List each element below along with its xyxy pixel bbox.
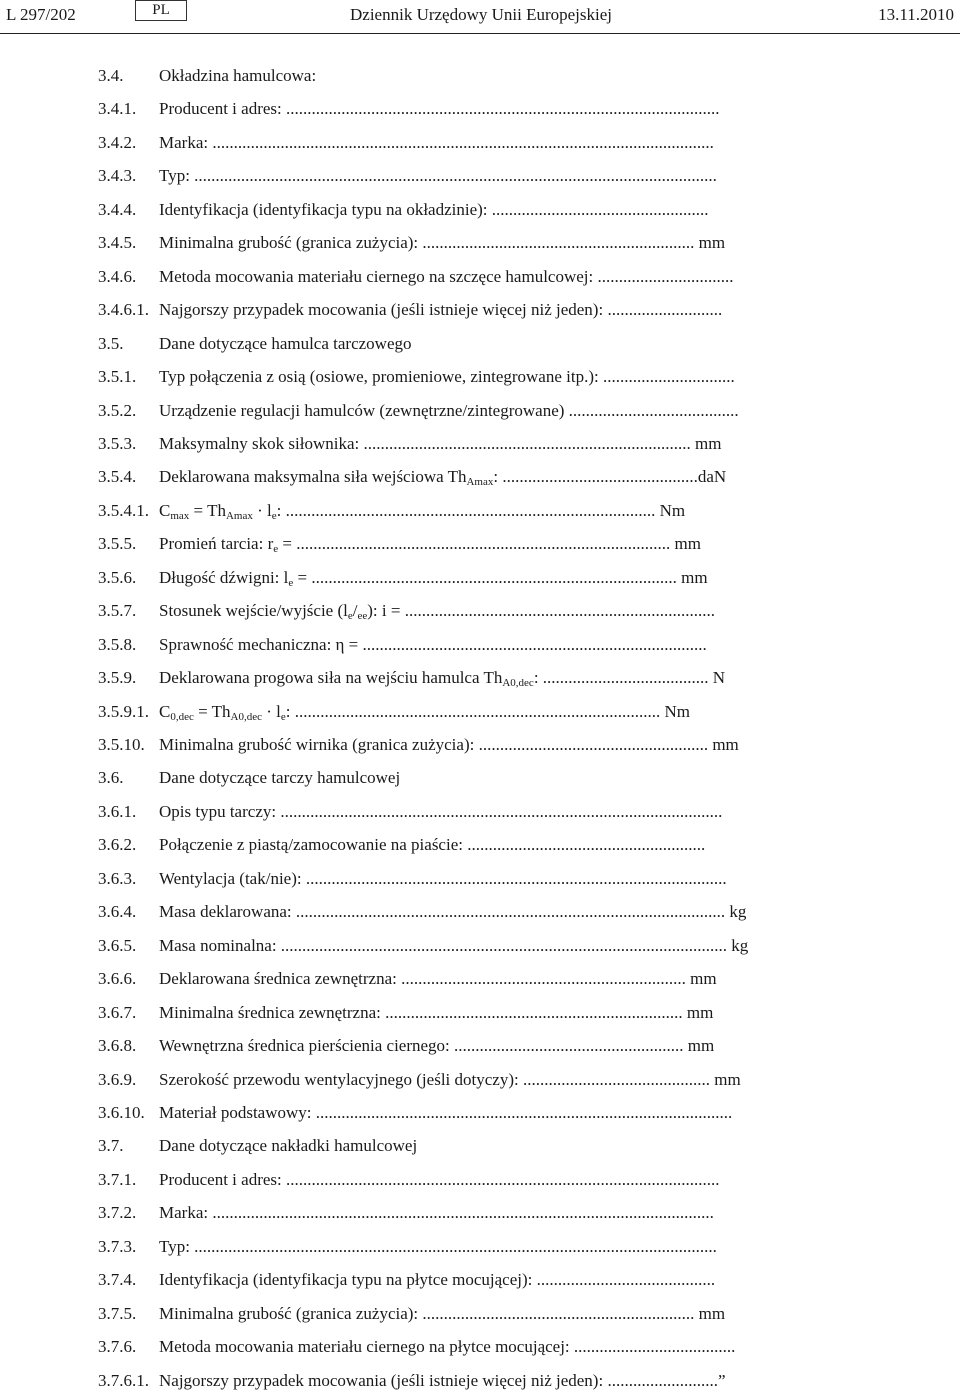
form-row: [0, 1201, 960, 1225]
item-text: [159, 64, 316, 88]
text-fragment: · l: [252, 500, 272, 520]
subscript: e: [280, 710, 286, 723]
form-row: [0, 198, 960, 222]
item-number: 3.5.9.1.: [98, 701, 149, 721]
item-number: 3.6.6.: [98, 969, 137, 989]
form-row: [0, 1335, 960, 1359]
language-badge: PL: [135, 0, 187, 21]
item-number: 3.6.3.: [98, 868, 137, 888]
item-number: 3.5.3.: [98, 433, 137, 453]
text-fragment: Sprawność mechaniczna: η = .................................................................................: [159, 634, 707, 654]
item-number: 3.7.6.1.: [98, 1370, 149, 1390]
page-reference: L 297/202: [6, 5, 76, 24]
text-fragment: Typ: ...........................................................................................................................: [159, 1236, 717, 1256]
text-fragment: Minimalna średnica zewnętrzna: ...................................................................... mm: [159, 1002, 714, 1022]
item-number: 3.5.: [98, 333, 124, 353]
item-text: [159, 566, 708, 590]
item-text: [159, 198, 709, 222]
header-rule: [0, 33, 960, 34]
item-text: [159, 1068, 741, 1092]
subscript: e: [271, 509, 277, 522]
item-text: [159, 265, 734, 289]
item-text: [159, 666, 725, 690]
item-number: 3.4.4.: [98, 199, 137, 219]
text-fragment: Dane dotyczące nakładki hamulcowej: [159, 1136, 418, 1156]
text-fragment: Metoda mocowania materiału ciernego na szczęce hamulcowej: ................................: [159, 266, 734, 286]
text-fragment: Masa deklarowana: ..................................................................................................... kg: [159, 902, 747, 922]
form-row: [0, 231, 960, 255]
item-number: 3.5.8.: [98, 634, 137, 654]
form-row: [0, 766, 960, 790]
text-fragment: Deklarowana maksymalna siła wejściowa Th: [159, 467, 467, 487]
text-fragment: = Th: [189, 500, 226, 520]
item-number: 3.4.1.: [98, 99, 137, 119]
text-fragment: Szerokość przewodu wentylacyjnego (jeśli dotyczy): ............................................ mm: [159, 1069, 741, 1089]
text-fragment: /: [352, 601, 358, 621]
item-number: 3.5.7.: [98, 601, 137, 621]
item-text: [159, 298, 722, 322]
item-number: 3.5.4.1.: [98, 500, 149, 520]
form-row: [0, 298, 960, 322]
form-row: [0, 566, 960, 590]
item-text: [159, 1302, 725, 1326]
publication-date: 13.11.2010: [878, 5, 954, 24]
form-row: [0, 532, 960, 556]
item-text: [159, 967, 717, 991]
item-number: 3.5.6.: [98, 567, 137, 587]
text-fragment: Minimalna grubość (granica zużycia): ................................................................ mm: [159, 233, 726, 253]
item-text: [159, 365, 735, 389]
text-fragment: Stosunek wejście/wyjście (l: [159, 601, 348, 621]
text-fragment: Wewnętrzna średnica pierścienia ciernego: ...................................................... mm: [159, 1036, 715, 1056]
text-fragment: Marka: ......................................................................................................................: [159, 1203, 714, 1223]
form-row: [0, 666, 960, 690]
form-row: [0, 131, 960, 155]
item-text: [159, 833, 705, 857]
item-number: 3.4.6.1.: [98, 300, 149, 320]
text-fragment: Najgorszy przypadek mocowania (jeśli istnieje więcej niż jeden): ..........................”: [159, 1370, 726, 1390]
form-row: [0, 1034, 960, 1058]
item-text: [159, 499, 685, 523]
item-number: 3.7.6.: [98, 1337, 137, 1357]
item-text: [159, 867, 727, 891]
item-number: 3.6.10.: [98, 1102, 145, 1122]
item-text: [159, 800, 722, 824]
text-fragment: C: [159, 701, 171, 721]
item-text: [159, 700, 690, 724]
text-fragment: Wentylacja (tak/nie): ...................................................................................................: [159, 868, 727, 888]
item-text: [159, 532, 701, 556]
text-fragment: Typ połączenia z osią (osiowe, promieniowe, zintegrowane itp.): ...............................: [159, 367, 735, 387]
text-fragment: Minimalna grubość (granica zużycia): ................................................................ mm: [159, 1303, 726, 1323]
item-text: [159, 1268, 715, 1292]
item-number: 3.6.9.: [98, 1069, 137, 1089]
subscript: A0,dec: [230, 710, 262, 723]
form-row: [0, 64, 960, 88]
text-fragment: Opis typu tarczy: ........................................................................................................: [159, 801, 723, 821]
item-text: [159, 164, 717, 188]
text-fragment: = ........................................................................................ mm: [278, 534, 701, 554]
text-fragment: C: [159, 500, 171, 520]
item-number: 3.4.2.: [98, 132, 137, 152]
item-number: 3.6.1.: [98, 801, 137, 821]
text-fragment: Typ: ...........................................................................................................................: [159, 166, 717, 186]
text-fragment: Najgorszy przypadek mocowania (jeśli istnieje więcej niż jeden): ...........................: [159, 300, 723, 320]
item-number: 3.4.5.: [98, 233, 137, 253]
form-row: [0, 1302, 960, 1326]
form-row: [0, 633, 960, 657]
subscript: Amax: [466, 476, 494, 489]
item-number: 3.5.5.: [98, 534, 137, 554]
form-row: [0, 967, 960, 991]
form-row: [0, 1168, 960, 1192]
text-fragment: ): i = .........................................................................: [367, 601, 715, 621]
form-row: [0, 1235, 960, 1259]
item-text: [159, 900, 746, 924]
form-row: [0, 499, 960, 523]
item-number: 3.6.5.: [98, 935, 137, 955]
item-text: [159, 131, 714, 155]
item-text: [159, 934, 748, 958]
text-fragment: Minimalna grubość wirnika (granica zużycia): ...................................................... mm: [159, 735, 739, 754]
subscript: max: [170, 509, 190, 522]
text-fragment: = Th: [193, 701, 231, 721]
text-fragment: : ..............................................daN: [493, 467, 727, 487]
form-row: [0, 599, 960, 623]
form-row: [0, 265, 960, 289]
item-number: 3.6.: [98, 768, 124, 788]
form-row: [0, 733, 960, 757]
item-text: [159, 766, 400, 790]
text-fragment: Połączenie z piastą/zamocowanie na piaście: ........................................................: [159, 835, 706, 855]
text-fragment: · l: [262, 701, 281, 721]
form-row: [0, 700, 960, 724]
item-number: 3.6.8.: [98, 1036, 137, 1056]
item-text: [159, 1168, 720, 1192]
form-row: [0, 1101, 960, 1125]
journal-title: Dziennik Urzędowy Unii Europejskiej: [350, 5, 613, 24]
item-text: [159, 432, 721, 456]
form-row: [0, 432, 960, 456]
item-number: 3.7.3.: [98, 1236, 137, 1256]
item-text: [159, 231, 725, 255]
form-row: [0, 365, 960, 389]
form-row: [0, 934, 960, 958]
item-number: 3.5.9.: [98, 668, 137, 688]
item-text: [159, 97, 720, 121]
subscript: ee: [357, 610, 368, 623]
item-text: [159, 1034, 714, 1058]
text-fragment: Producent i adres: ......................................................................................................: [159, 99, 720, 119]
page-header: [0, 0, 960, 34]
item-text: [159, 1001, 713, 1025]
text-fragment: Dane dotyczące hamulca tarczowego: [159, 333, 412, 353]
form-row: [0, 1268, 960, 1292]
item-text: [159, 1101, 732, 1125]
item-number: 3.6.2.: [98, 835, 137, 855]
item-text: [159, 1369, 726, 1393]
form-row: [0, 1134, 960, 1158]
text-fragment: Identyfikacja (identyfikacja typu na płytce mocującej): ..........................................: [159, 1270, 716, 1290]
item-number: 3.5.4.: [98, 467, 137, 487]
form-row: [0, 332, 960, 356]
text-fragment: Deklarowana średnica zewnętrzna: ................................................................... mm: [159, 969, 717, 989]
text-fragment: Okładzina hamulcowa:: [159, 66, 317, 85]
text-fragment: Długość dźwigni: l: [159, 567, 289, 587]
subscript: e: [347, 610, 353, 623]
text-fragment: Deklarowana progowa siła na wejściu hamulca Th: [159, 668, 503, 688]
form-row: [0, 1369, 960, 1393]
item-number: 3.5.1.: [98, 367, 137, 387]
form-row: [0, 833, 960, 857]
form-row: [0, 97, 960, 121]
text-fragment: Producent i adres: ......................................................................................................: [159, 1169, 720, 1189]
form-row: [0, 900, 960, 924]
text-fragment: Identyfikacja (identyfikacja typu na okładzinie): ...................................................: [159, 199, 709, 219]
text-fragment: : ....................................... N: [533, 668, 726, 688]
item-text: [159, 399, 739, 423]
form-row: [0, 399, 960, 423]
item-number: 3.4.6.: [98, 266, 137, 286]
item-text: [159, 1134, 417, 1158]
item-number: 3.7.5.: [98, 1303, 137, 1323]
item-number: 3.7.: [98, 1136, 124, 1156]
text-fragment: Urządzenie regulacji hamulców (zewnętrzne/zintegrowane) ........................................: [159, 400, 739, 420]
text-fragment: Dane dotyczące tarczy hamulcowej: [159, 768, 401, 788]
item-number: 3.7.1.: [98, 1169, 137, 1189]
subscript: e: [288, 576, 294, 589]
text-fragment: Metoda mocowania materiału ciernego na płytce mocującej: ......................................: [159, 1337, 736, 1357]
item-number: 3.5.10.: [98, 735, 145, 754]
item-text: [159, 1335, 735, 1359]
item-text: [159, 465, 726, 489]
item-text: [159, 1201, 714, 1225]
form-row: [0, 800, 960, 824]
text-fragment: Masa nominalna: ......................................................................................................... kg: [159, 935, 749, 955]
text-fragment: Materiał podstawowy: ..................................................................................................: [159, 1102, 733, 1122]
text-fragment: = ...................................................................................... mm: [293, 567, 708, 587]
form-row: [0, 1068, 960, 1092]
item-number: 3.7.4.: [98, 1270, 137, 1290]
form-row: [0, 164, 960, 188]
item-text: [159, 332, 412, 356]
item-number: 3.4.3.: [98, 166, 137, 186]
item-number: 3.5.2.: [98, 400, 137, 420]
text-fragment: Marka: ......................................................................................................................: [159, 132, 714, 152]
text-fragment: Maksymalny skok siłownika: ............................................................................. mm: [159, 433, 722, 453]
item-number: 3.6.4.: [98, 902, 137, 922]
item-text: [159, 733, 739, 757]
text-fragment: Promień tarcia: r: [159, 534, 274, 554]
subscript: A0,dec: [502, 677, 534, 690]
form-row: [0, 867, 960, 891]
item-text: [159, 599, 715, 623]
item-number: 3.4.: [98, 66, 124, 85]
item-text: [159, 633, 707, 657]
item-text: [159, 1235, 717, 1259]
form-row: [0, 465, 960, 489]
subscript: e: [273, 543, 279, 556]
item-number: 3.7.2.: [98, 1203, 137, 1223]
item-number: 3.6.7.: [98, 1002, 137, 1022]
subscript: 0,dec: [170, 710, 194, 723]
form-row: [0, 1001, 960, 1025]
subscript: Amax: [225, 509, 253, 522]
text-fragment: : ...................................................................................... Nm: [285, 701, 691, 721]
text-fragment: : ....................................................................................... Nm: [276, 500, 686, 520]
